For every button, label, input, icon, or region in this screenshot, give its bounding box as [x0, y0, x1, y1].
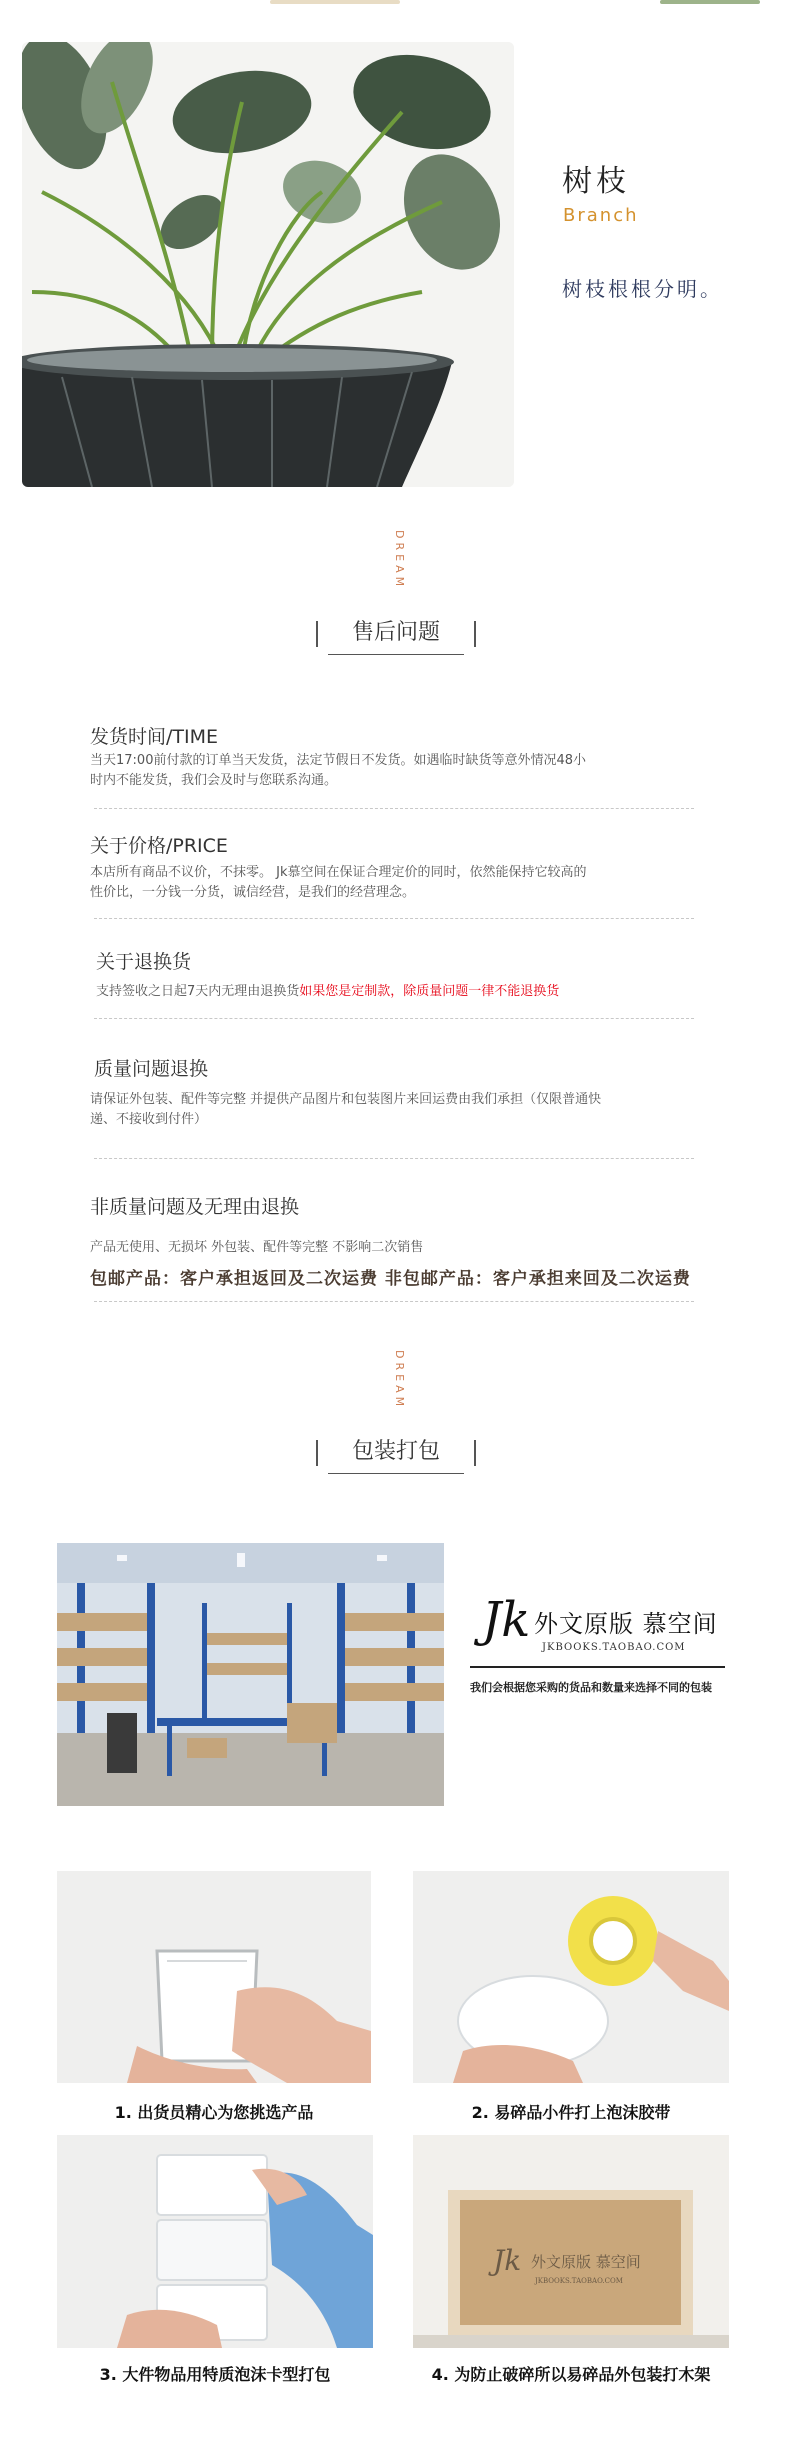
body-line: 递、不接收到付件）	[90, 1112, 208, 1127]
shipping-cost-policy: 包邮产品：客户承担返回及二次运费 非包邮产品：客户承担来回及二次运费	[90, 1269, 691, 1289]
plant-vase-photo	[22, 42, 514, 487]
question-heading: 非质量问题及无理由退换	[90, 1196, 300, 1218]
step-1-caption: 1. 出货员精心为您挑选产品	[114, 2103, 314, 2122]
body-line: 本店所有商品不议价，不抹零。 Jk慕空间在保证合理定价的同时，依然能保持它较高的	[90, 865, 587, 880]
title-bar-left	[316, 1440, 318, 1466]
dashed-divider	[94, 808, 694, 809]
dream-label: DREAM	[393, 530, 406, 591]
logo-divider	[470, 1666, 725, 1668]
section-title-after-sales	[316, 613, 476, 655]
title-bar-right	[474, 621, 476, 647]
question-body	[90, 863, 587, 903]
custom-order-warning: 如果您是定制款，除质量问题一律不能退换货	[299, 984, 560, 999]
title-underline	[328, 654, 464, 655]
logo-name: 外文原版 慕空间	[534, 1610, 718, 1638]
logo-mark: Jk	[482, 1592, 531, 1648]
jk-logo	[470, 1590, 730, 1660]
dashed-divider	[94, 918, 694, 919]
section-title-text: 包装打包	[351, 1439, 440, 1464]
section-title-text: 售后问题	[351, 620, 440, 645]
hero-title: 树枝	[562, 164, 630, 199]
question-body: 产品无使用、无损坏 外包装、配件等完整 不影响二次销售	[90, 1240, 424, 1255]
plant-vase-illustration	[22, 42, 514, 487]
box-logo-url: JKBOOKS.TAOBAO.COM	[535, 2277, 623, 2285]
wooden-crate-illustration	[413, 2135, 729, 2348]
top-strip-right	[660, 0, 760, 4]
title-bar-left	[316, 621, 318, 647]
question-body	[90, 1090, 601, 1130]
question-heading: 质量问题退换	[94, 1058, 209, 1080]
packaging-note: 我们会根据您采购的货品和数量来选择不同的包装	[470, 1681, 712, 1694]
glass-in-hand-illustration	[57, 1871, 371, 2083]
question-body	[90, 751, 586, 791]
dashed-divider	[94, 1018, 694, 1019]
hero-description: 树枝根根分明。	[562, 277, 723, 301]
step-2-photo	[413, 1871, 729, 2083]
question-heading: 关于退换货	[96, 951, 192, 973]
warehouse-illustration	[57, 1543, 444, 1806]
dashed-divider	[94, 1158, 694, 1159]
body-text: 支持签收之日起7天内无理由退换货	[96, 984, 300, 999]
body-line: 当天17:00前付款的订单当天发货，法定节假日不发货。如遇临时缺货等意外情况48小	[90, 753, 587, 768]
step-4-caption: 4. 为防止破碎所以易碎品外包装打木架	[431, 2365, 711, 2384]
top-strip	[0, 0, 790, 10]
step-3-caption: 3. 大件物品用特质泡沫卡型打包	[99, 2365, 331, 2384]
question-body	[96, 982, 559, 1002]
warehouse-photo	[57, 1543, 444, 1806]
logo-url: JKBOOKS.TAOBAO.COM	[542, 1642, 686, 1653]
foam-tape-illustration	[413, 1871, 729, 2083]
step-3-photo	[57, 2135, 373, 2348]
box-logo-mark: Jk	[493, 2244, 522, 2277]
hero-subtitle: Branch	[563, 205, 639, 226]
step-1-photo	[57, 1871, 371, 2083]
dream-label: DREAM	[393, 1350, 406, 1411]
question-heading: 发货时间/TIME	[90, 726, 219, 748]
foam-packing-illustration	[57, 2135, 373, 2348]
section-title-packaging	[316, 1432, 476, 1474]
question-heading: 关于价格/PRICE	[90, 835, 228, 857]
step-4-photo	[413, 2135, 729, 2348]
title-underline	[328, 1473, 464, 1474]
box-logo-name: 外文原版 慕空间	[531, 2253, 641, 2271]
body-line: 性价比，一分钱一分货，诚信经营，是我们的经营理念。	[90, 885, 416, 900]
body-line: 时内不能发货，我们会及时与您联系沟通。	[90, 773, 338, 788]
top-strip-left	[270, 0, 400, 4]
step-2-caption: 2. 易碎品小件打上泡沫胶带	[471, 2103, 671, 2122]
title-bar-right	[474, 1440, 476, 1466]
dashed-divider	[94, 1301, 694, 1302]
body-line: 请保证外包装、配件等完整 并提供产品图片和包装图片来回运费由我们承担（仅限普通快	[90, 1092, 602, 1107]
